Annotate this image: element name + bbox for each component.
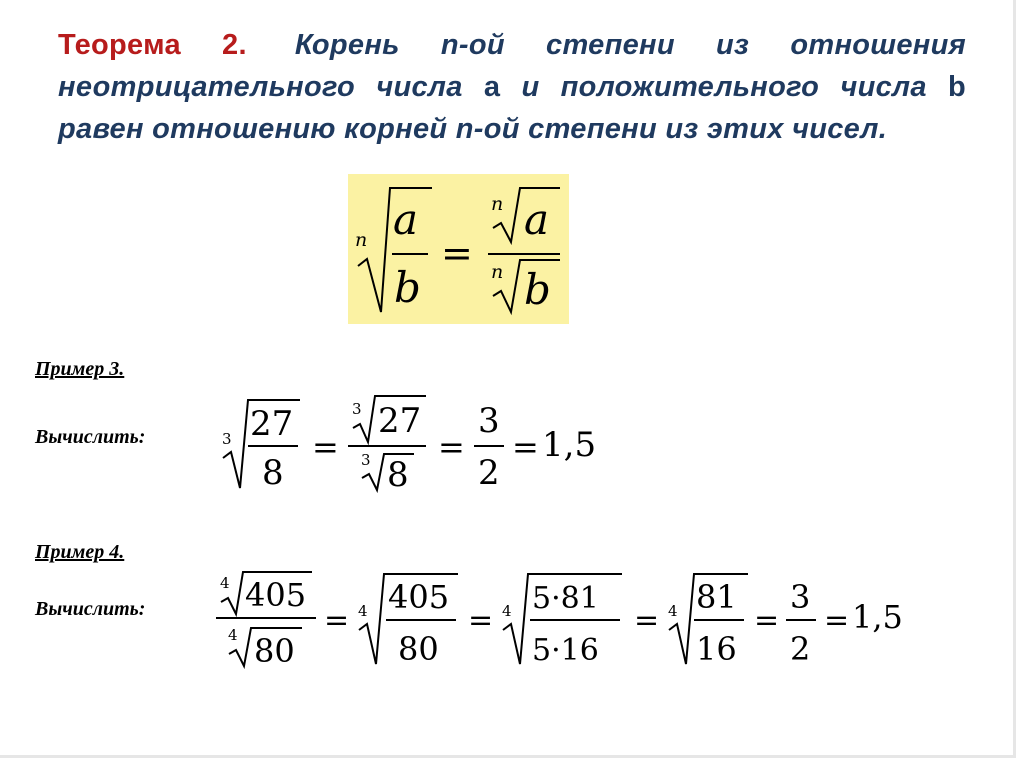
ex3-res-den: 2 (478, 453, 500, 493)
ex4-den2: 80 (398, 630, 439, 668)
ex4-num-root: 405 (245, 576, 307, 614)
example3-task-label: Вычислить: (35, 426, 146, 448)
formula-den-root-index: n (491, 261, 504, 283)
ex3-den-root-index: 3 (361, 451, 371, 469)
example3-formula (220, 390, 620, 500)
formula-den-b2: b (524, 265, 551, 314)
ex4-root4-index: 4 (668, 602, 678, 620)
example3-heading: Пример 3. (35, 358, 125, 380)
formula-equals: = (441, 231, 473, 275)
ex3-den-root: 8 (387, 455, 409, 495)
ex4-den3: 5·16 (532, 633, 599, 668)
ex4-eq1: = (324, 603, 350, 638)
ex4-root2-index: 4 (358, 602, 368, 620)
theorem-var-a: a (483, 71, 501, 103)
ex3-res-num: 3 (478, 401, 500, 441)
ex4-result: 1,5 (852, 598, 903, 636)
ex4-eq4: = (754, 603, 780, 638)
example4-formula (212, 568, 912, 678)
ex4-eq2: = (468, 603, 494, 638)
ex3-num-root: 27 (378, 401, 422, 441)
ex4-num2: 405 (388, 578, 450, 616)
ex3-num: 27 (250, 404, 294, 444)
ex4-res-den: 2 (790, 630, 811, 668)
theorem-text-part1: Корень n-ой степени из отношения неотрицательного числа (58, 29, 966, 103)
theorem-label: Теорема 2. (58, 29, 247, 61)
ex3-den: 8 (262, 453, 284, 493)
formula-num-a2: a (524, 195, 550, 244)
example4-task-label: Вычислить: (35, 598, 146, 620)
ex3-num-root-index: 3 (352, 400, 362, 418)
ex3-root-index: 3 (222, 430, 232, 448)
ex4-den-root: 80 (254, 632, 295, 670)
example4-heading: Пример 4. (35, 541, 125, 563)
theorem-text (58, 24, 966, 150)
ex3-eq2: = (438, 428, 465, 466)
formula-num-a: a (393, 195, 419, 244)
theorem-var-b: b (948, 71, 967, 103)
ex4-res-num: 3 (790, 578, 811, 616)
formula-num-root-index: n (491, 193, 504, 215)
ex4-num3: 5·81 (532, 581, 599, 616)
ex4-eq5: = (824, 603, 850, 638)
theorem-text-part2: и положительного числа (521, 71, 927, 103)
theorem-formula (348, 174, 569, 324)
ex4-den4: 16 (696, 630, 737, 668)
ex4-num-root-index: 4 (220, 574, 230, 592)
ex3-result: 1,5 (542, 425, 597, 465)
ex3-eq3: = (512, 428, 539, 466)
theorem-text-part3: равен отношению корней n-ой степени из этих чисел. (58, 113, 888, 145)
formula-root-index: n (355, 229, 368, 251)
ex4-root3-index: 4 (502, 602, 512, 620)
ex4-den-root-index: 4 (228, 626, 238, 644)
ex4-num4: 81 (696, 578, 737, 616)
formula-den-b: b (394, 263, 421, 312)
ex3-eq1: = (312, 428, 339, 466)
ex4-eq3: = (634, 603, 660, 638)
